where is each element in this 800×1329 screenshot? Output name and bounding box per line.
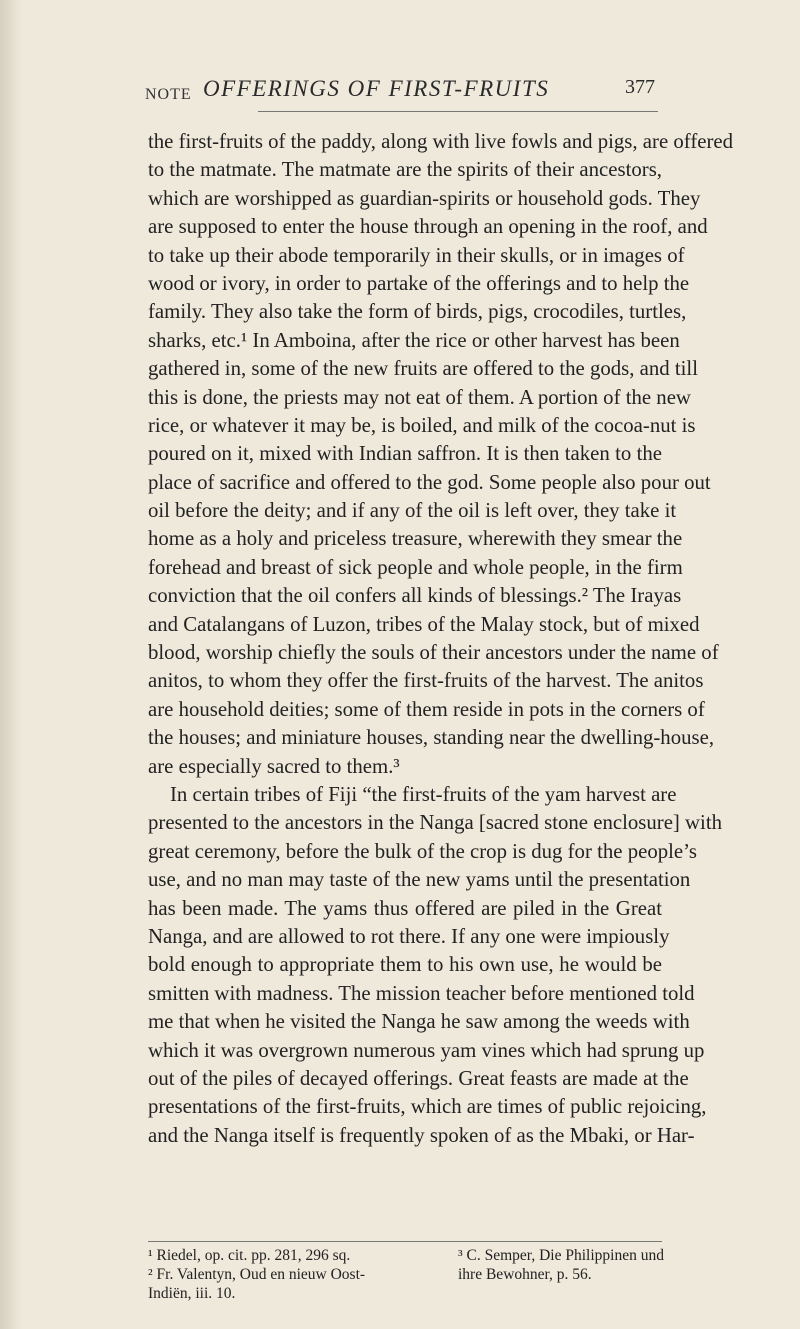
page-number: 377	[625, 76, 655, 98]
text-line: has been made. The yams thus offered are piled in the Great	[148, 896, 662, 920]
text-line: are supposed to enter the house through an opening in the roof, and	[148, 215, 708, 239]
text-line: place of sacrifice and offered to the god. Some people also pour out	[148, 470, 711, 494]
header-rule	[258, 111, 658, 112]
text-line: great ceremony, before the bulk of the crop is dug for the people’s	[148, 839, 697, 863]
body-text	[148, 128, 734, 1150]
text-line: oil before the deity; and if any of the oil is left over, they take it	[148, 499, 677, 523]
text-line: and the Nanga itself is frequently spoken of as the Mbaki, or Har-	[148, 1123, 695, 1147]
footnotes-right-column	[458, 1246, 673, 1284]
text-line: the first-fruits of the paddy, along with live fowls and pigs, are offered	[148, 130, 734, 153]
footnote-line: ³ C. Semper, Die Philippinen und	[458, 1247, 664, 1264]
running-header	[145, 74, 665, 114]
footnotes-left-column	[148, 1246, 448, 1303]
text-line: conviction that the oil confers all kinds of blessings.² The Irayas	[148, 584, 682, 608]
text-line: out of the piles of decayed offerings. Great feasts are made at the	[148, 1066, 689, 1090]
text-line: use, and no man may taste of the new yams until the presentation	[148, 868, 691, 892]
footnote-line: Indiën, iii. 10.	[148, 1285, 236, 1302]
text-line: In certain tribes of Fiji “the first-fruits of the yam harvest are	[170, 782, 677, 806]
text-line: presented to the ancestors in the Nanga [sacred stone enclosure] with	[148, 811, 723, 835]
footnote-line: ¹ Riedel, op. cit. pp. 281, 296 sq.	[148, 1247, 351, 1264]
text-line: Nanga, and are allowed to rot there. If any one were impiously	[148, 924, 670, 948]
text-line: the houses; and miniature houses, standing near the dwelling-house,	[148, 726, 715, 750]
text-line: which are worshipped as guardian-spirits or household gods. They	[148, 186, 701, 210]
text-line: rice, or whatever it may be, is boiled, and milk of the cocoa-nut is	[148, 413, 696, 437]
text-line: to take up their abode temporarily in their skulls, or in images of	[148, 243, 685, 267]
footnote-line: ihre Bewohner, p. 56.	[458, 1266, 592, 1283]
text-line: are especially sacred to them.³	[148, 754, 400, 778]
text-line: blood, worship chiefly the souls of their ancestors under the name of	[148, 641, 719, 665]
text-line: anitos, to whom they offer the first-fruits of the harvest. The anitos	[148, 669, 704, 693]
text-line: and Catalangans of Luzon, tribes of the Malay stock, but of mixed	[148, 612, 700, 636]
text-line: poured on it, mixed with Indian saffron. It is then taken to the	[148, 442, 662, 466]
text-line: which it was overgrown numerous yam vines which had sprung up	[148, 1038, 705, 1062]
text-line: forehead and breast of sick people and whole people, in the firm	[148, 555, 683, 579]
text-line: are household deities; some of them reside in pots in the corners of	[148, 697, 705, 721]
text-line: to the matmate. The matmate are the spirits of their ancestors,	[148, 158, 662, 182]
text-line: smitten with madness. The mission teacher before mentioned told	[148, 981, 695, 1005]
text-line: wood or ivory, in order to partake of the offerings and to help the	[148, 271, 690, 295]
text-line: me that when he visited the Nanga he saw among the weeds with	[148, 1010, 690, 1034]
text-line: presentations of the first-fruits, which are times of public rejoicing,	[148, 1095, 707, 1119]
footnote-rule	[148, 1241, 662, 1242]
page-edge	[0, 0, 22, 1329]
text-line: bold enough to appropriate them to his own use, he would be	[148, 953, 662, 977]
header-title: OFFERINGS OF FIRST-FRUITS	[203, 76, 550, 101]
text-line: this is done, the priests may not eat of them. A portion of the new	[148, 385, 691, 409]
text-line: sharks, etc.¹ In Amboina, after the rice or other harvest has been	[148, 328, 680, 352]
footnote-line: ² Fr. Valentyn, Oud en nieuw Oost-	[148, 1266, 366, 1283]
text-line: gathered in, some of the new fruits are offered to the gods, and till	[148, 357, 698, 381]
text-line: home as a holy and priceless treasure, wherewith they smear the	[148, 527, 683, 551]
text-line: family. They also take the form of birds, pigs, crocodiles, turtles,	[148, 300, 687, 324]
header-note: NOTE	[145, 86, 192, 103]
